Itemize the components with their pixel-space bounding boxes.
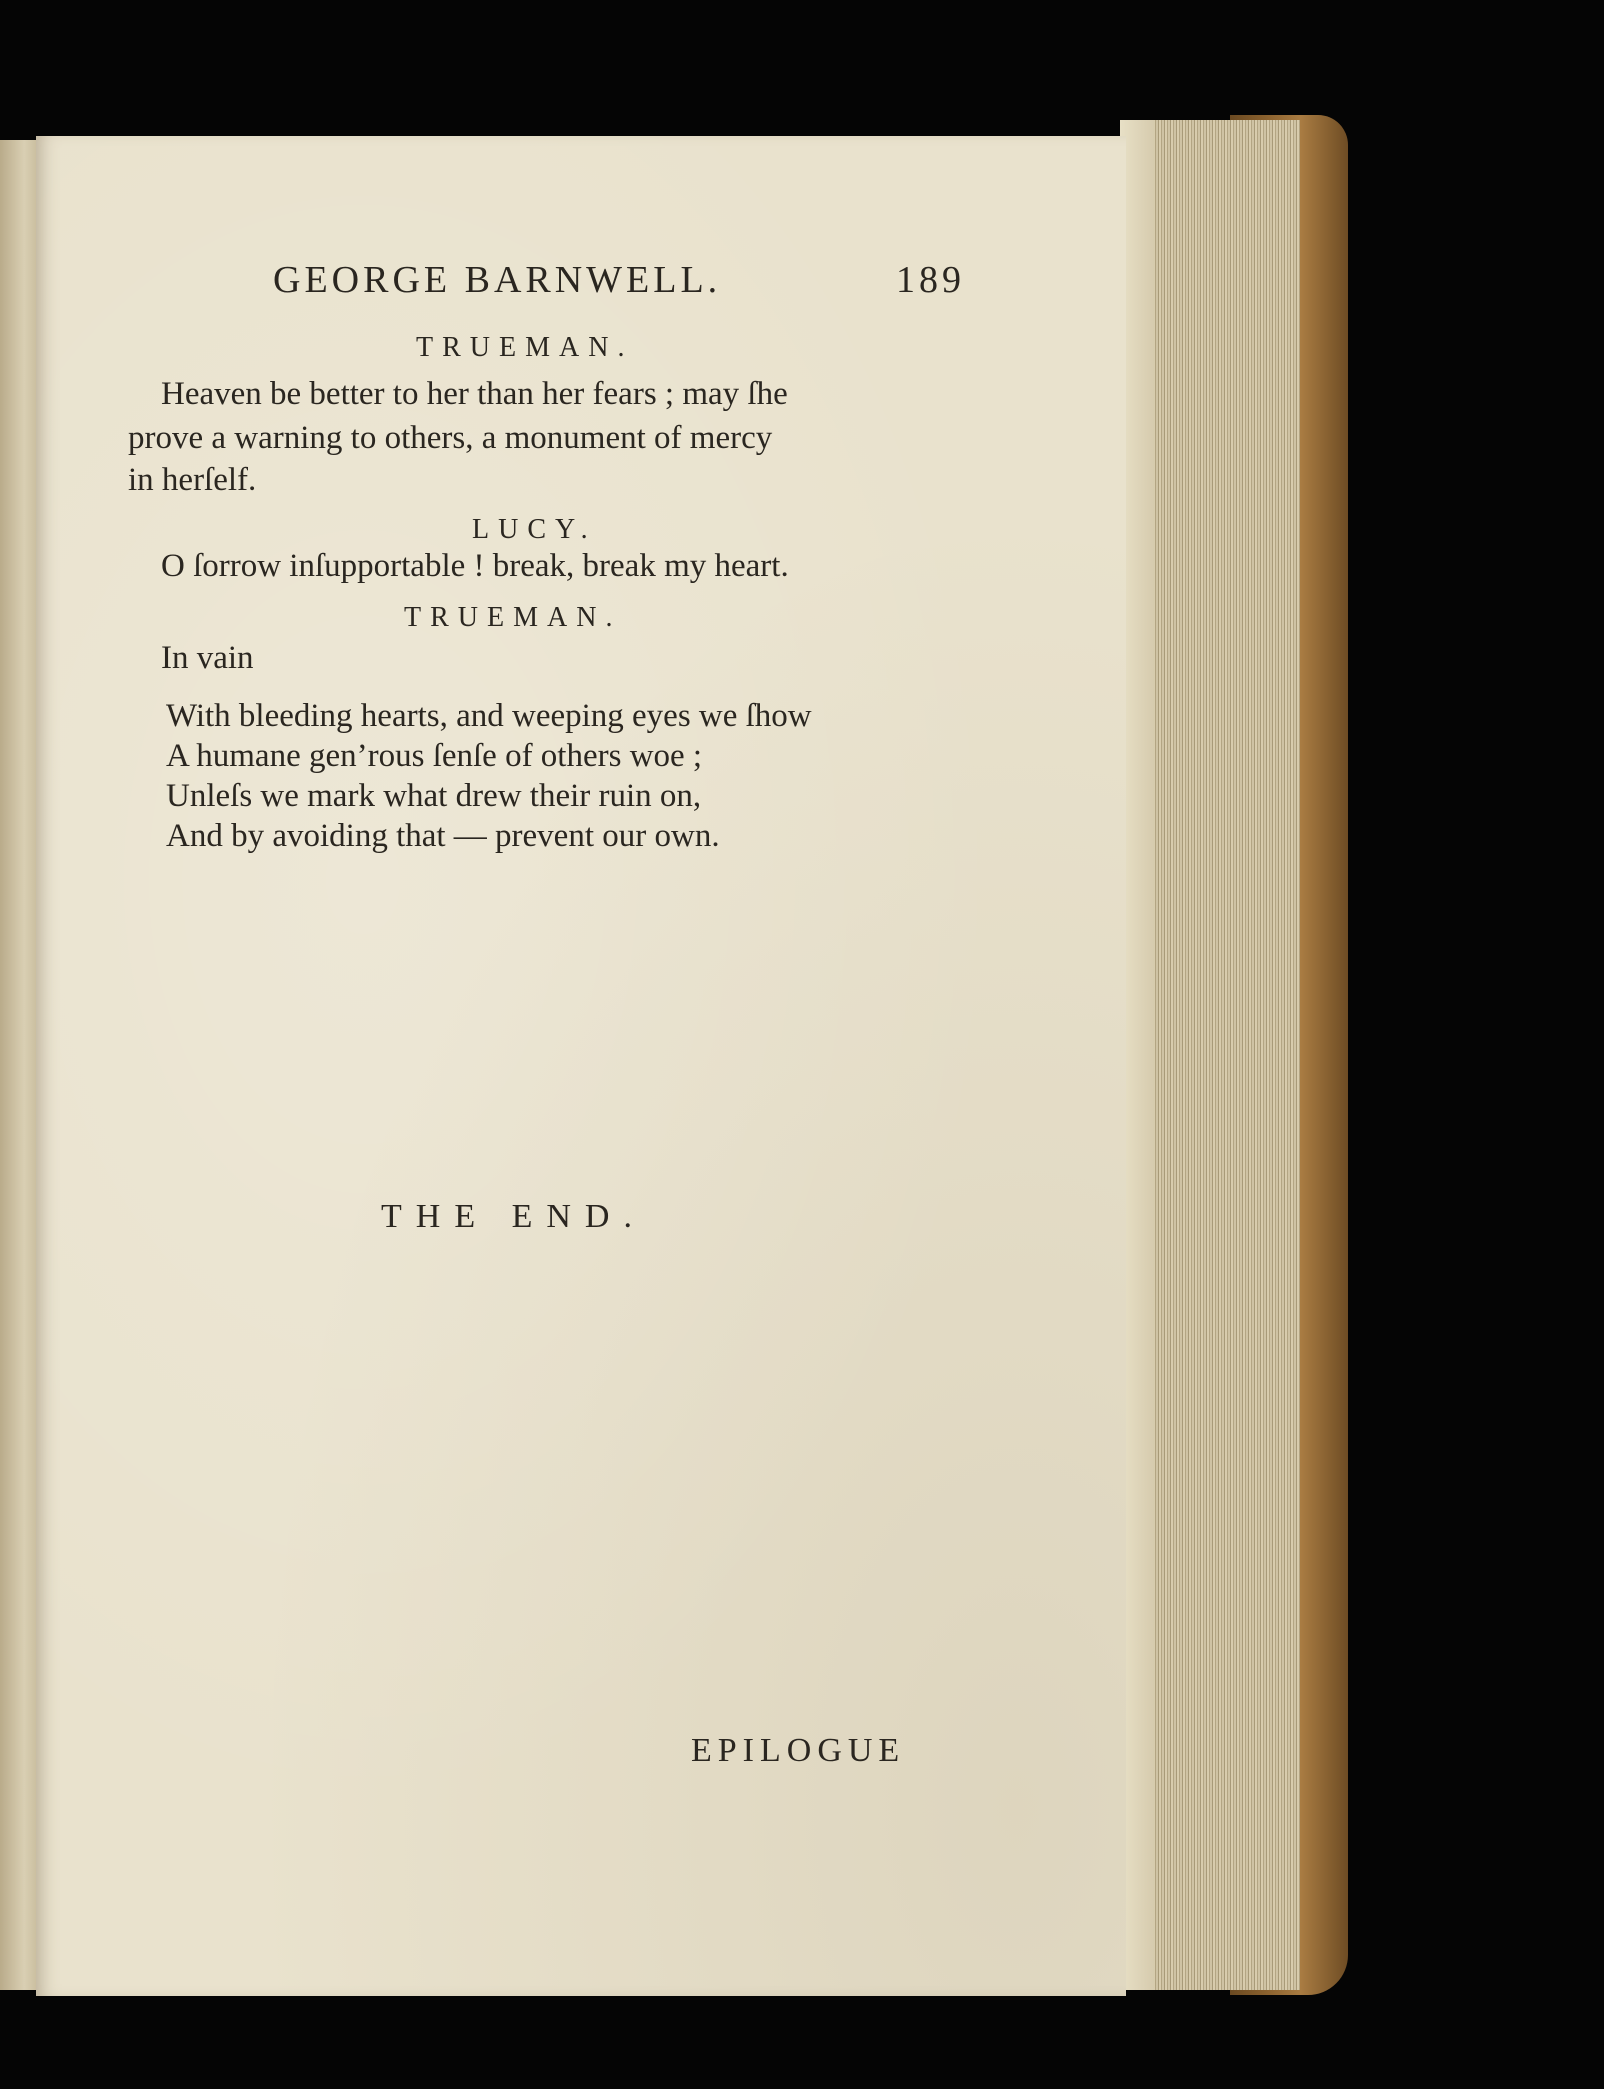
dialogue-line: In vain (161, 640, 254, 676)
page-number: 189 (896, 259, 965, 301)
running-title: GEORGE BARNWELL. (273, 259, 722, 301)
catchword: EPILOGUE (691, 1732, 906, 1769)
speaker-name: LUCY. (472, 514, 597, 545)
end-heading: THE END. (381, 1198, 646, 1235)
dialogue-line: in herſelf. (128, 462, 257, 498)
dialogue-line: Heaven be better to her than her fears ; may ſhe (161, 376, 788, 412)
verse-line: With bleeding hearts, and weeping eyes we ſhow (166, 698, 812, 734)
dialogue-line: prove a warning to others, a monument of mercy (128, 420, 773, 456)
verse-line: A humane gen’rous ſenſe of others woe ; (166, 738, 703, 774)
verse-line: Unleſs we mark what drew their ruin on, (166, 778, 702, 814)
dialogue-line: O ſorrow inſupportable ! break, break my heart. (161, 548, 789, 584)
book-page (36, 136, 1126, 1996)
speaker-name: TRUEMAN. (404, 602, 622, 633)
speaker-name: TRUEMAN. (416, 332, 634, 363)
verse-line: And by avoiding that — prevent our own. (166, 818, 720, 854)
